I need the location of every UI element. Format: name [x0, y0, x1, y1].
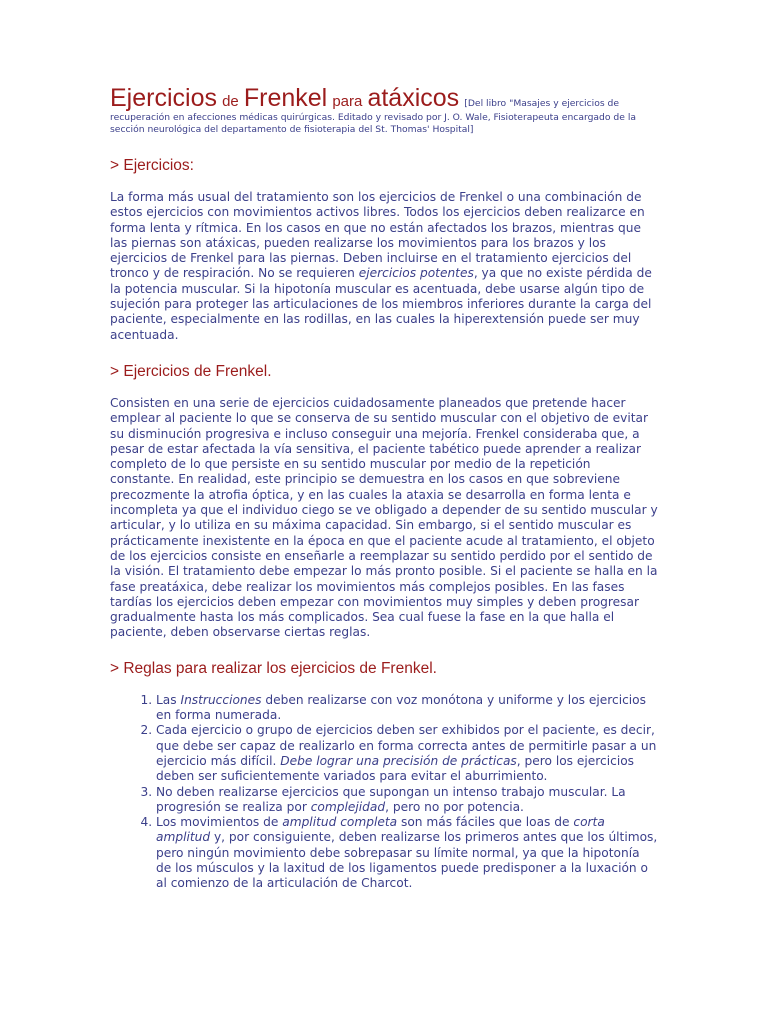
section-heading-frenkel: > Ejercicios de Frenkel. [110, 362, 272, 380]
rule-item-2 [156, 723, 658, 784]
document-title [110, 84, 658, 113]
rule-item-1 [156, 693, 658, 724]
rule-1-text-end: deben realizarse con voz monótona y uniforme y los ejercicios en forma numerada. [156, 692, 646, 723]
rule-1-text: Las [156, 692, 181, 707]
title-word-ejercicios: Ejercicios [110, 84, 217, 112]
rule-2-text: Cada ejercicio o grupo de ejercicios deben ser exhibidos por el paciente, es decir, que debe ser capaz de realizarlo en forma correcta antes de permitirle pasar a un ejercicio más difícil. [156, 723, 657, 768]
title-word-frenkel: Frenkel [243, 84, 328, 112]
section-heading-ejercicios: > Ejercicios: [110, 157, 194, 174]
title-word-para: para [332, 93, 363, 110]
paragraph-frenkel: Consisten en una serie de ejercicios cuidadosamente planeados que pretende hacer emplear al paciente lo que se conserva de su sentido muscular con el objetivo de evitar su disminución progresiva e incluso conseguir una mejoría. Frenkel consideraba que, a pesar de estar afectada la vía sensitiva, el paciente tabético puede aprender a realizar completo de lo que persiste en su sentido muscular por medio de la repetición constante. En realidad, este principio se demuestra en los casos en que sobreviene precozmente la atrofia óptica, y en las cuales la ataxia se desarrolla en forma lenta e incompleta ya que el individuo ciego se ve obligado a depender de su sentido muscular y articular, y lo utiliza en su máxima capacidad. Sin embargo, si el sentido muscular es prácticamente inexistente en la época en que el paciente acude al tratamiento, el objeto de los ejercicios consiste en enseñarle a reemplazar su sentido perdido por el sentido de la visión. El tratamiento debe empezar lo más pronto posible. Si el paciente se halla en la fase preatáxica, debe realizar los movimientos más complejos posibles. En las fases tardías los ejercicios deben empezar con movimientos muy simples y deben progresar gradualmente hasta los más complicados. Sea cual fuese la fase en la que halla el paciente, deben observarse ciertas reglas. [110, 395, 658, 640]
rule-4-text-end: y, por consiguiente, deben realizarse los primeros antes que los últimos, pero ningún movimiento debe sobrepasar su límite normal, ya que la hipotonía de los músculos y la laxitud de los ligamentos puede predisponer a la luxación o al comienzo de la articulación de Charcot. [156, 830, 658, 891]
rule-3-text-end: , pero no por potencia. [385, 799, 524, 814]
document-page [110, 84, 658, 892]
rule-item-3 [156, 785, 658, 816]
rule-4-text-middle: son más fáciles que loas de [397, 815, 574, 830]
rule-4-emphasis-1: amplitud completa [282, 815, 398, 830]
section-heading-reglas: > Reglas para realizar los ejercicios de Frenkel. [110, 659, 437, 677]
title-word-de: de [222, 93, 239, 110]
paragraph-ejercicios-emphasis: ejercicios potentes [358, 266, 474, 281]
paragraph-ejercicios-part1: La forma más usual del tratamiento son los ejercicios de Frenkel o una combinación de estos ejercicios con movimientos activos libres. Todos los ejercicios deben realizarce en forma lenta y rítmica. En los casos en que no están afectados los brazos, mientras que las piernas son atáxicas, pueden realizarse los movimientos para los brazos y los ejercicios de Frenkel para las piernas. Deben incluirse en el tratamiento ejercicios del tronco y de respiración. No se requieren [110, 190, 645, 281]
paragraph-ejercicios-part2: , ya que no existe pérdida de la potencia muscular. Si la hipotonía muscular es acentuada, debe usarse algún tipo de sujeción para proteger las articulaciones de los miembros inferiores durante la carga del paciente, especialmente en las rodillas, en las cuales la hiperextensión puede ser muy acentuada. [110, 266, 652, 342]
rule-4-emphasis-2: corta amplitud [156, 815, 605, 845]
rule-item-4 [156, 815, 658, 891]
title-word-ataxicos: atáxicos [367, 84, 460, 112]
rule-2-emphasis: Debe lograr una precisión de prácticas [280, 753, 517, 768]
rule-3-text: No deben realizarse ejercicios que supongan un intenso trabajo muscular. La progresión se realiza por [156, 784, 626, 814]
paragraph-ejercicios [110, 190, 658, 343]
title-source-rest: recuperación en afecciones médicas quirúrgicas. Editado y revisado por J. O. Wale, Fisioterapeuta encargado de la sección neurológica del departamento de fisioterapia del St. Thomas' Hospital] [110, 112, 637, 135]
rule-4-text: Los movimientos de [156, 815, 283, 830]
rule-2-text-end: , pero los ejercicios deben ser suficientemente variados para evitar el aburrimiento. [156, 753, 635, 784]
rules-list [110, 693, 658, 892]
rule-3-emphasis: complejidad [310, 799, 386, 814]
rule-1-emphasis: Instrucciones [180, 692, 262, 707]
title-source-start: [Del libro "Masajes y ejercicios de [464, 98, 620, 109]
